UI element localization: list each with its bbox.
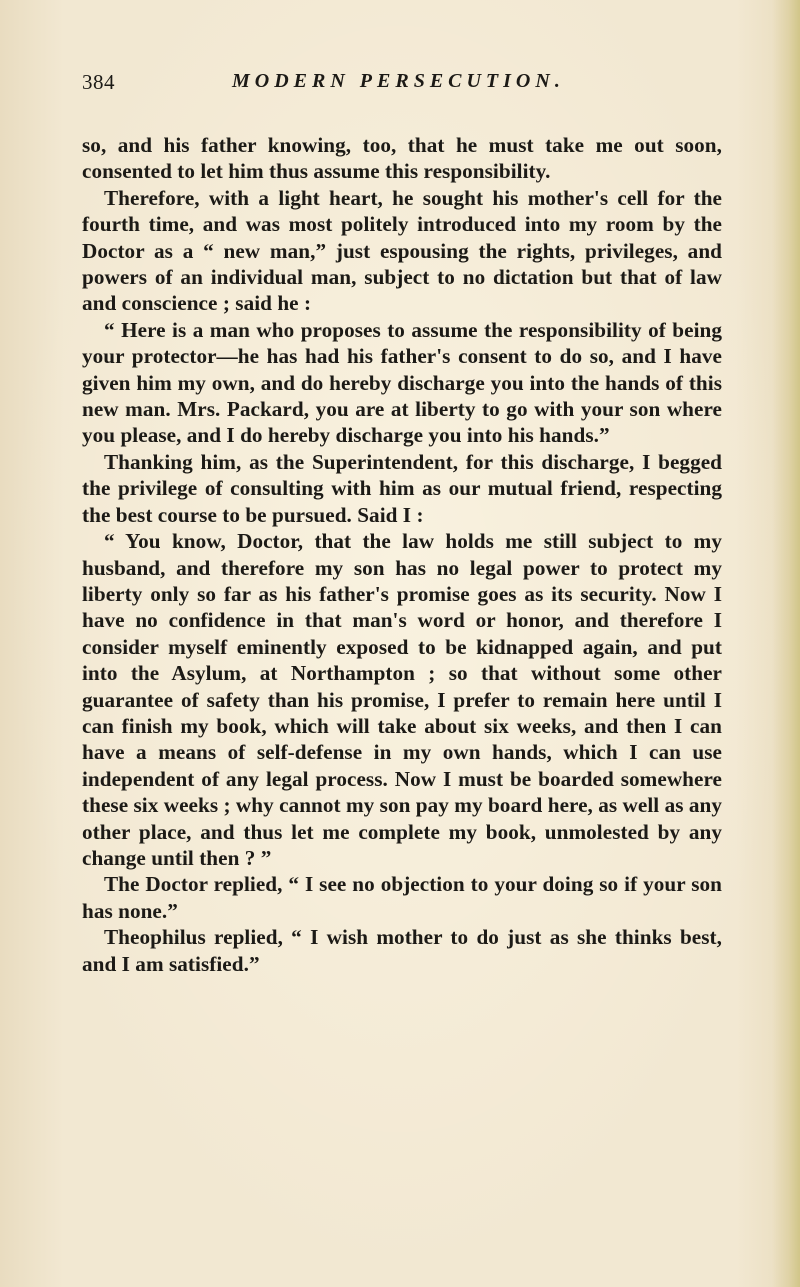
page-edge-stain xyxy=(772,0,800,1287)
book-page xyxy=(82,70,722,977)
page-number: 384 xyxy=(82,70,115,94)
paragraph: Therefore, with a light heart, he sought his mother's cell for the fourth time, and was most politely introduced into my room by the Doctor as a “ new man,” just espousing the rights, privileges, and powers of an individual man, subject to no dictation but that of law and conscience ; said he : xyxy=(82,185,722,316)
paragraph: Thanking him, as the Superintendent, for this discharge, I begged the privilege of consulting with him as our mutual friend, respecting the best course to be pursued. Said I : xyxy=(82,449,722,527)
paragraph: “ You know, Doctor, that the law holds me still subject to my husband, and therefore my son has no legal power to protect my liberty only so far as his father's promise goes as its security. Now I have no confidence in that man's word or honor, and therefore I consider myself eminently exposed to be kidnapped again, and put into the Asylum, at Northampton ; so that without some other guarantee of safety than his promise, I prefer to remain here until I can finish my book, which will take about six weeks, and then I can have a means of self-defense in my own hands, which I can use independent of any legal process. Now I must be boarded somewhere these six weeks ; why cannot my son pay my board here, as well as any other place, and thus let me complete my book, unmolested by any change until then ? ” xyxy=(82,529,722,870)
paragraph: The Doctor replied, “ I see no objection to your doing so if your son has none.” xyxy=(82,872,722,923)
running-title: MODERN PERSECUTION. xyxy=(232,70,565,92)
body-text xyxy=(82,132,722,977)
paragraph: so, and his father knowing, too, that he must take me out soon, consented to let him thus assume this responsibility. xyxy=(82,133,722,184)
paragraph: Theophilus replied, “ I wish mother to do just as she thinks best, and I am satisfied.” xyxy=(82,925,722,976)
running-head xyxy=(82,70,722,106)
paragraph: “ Here is a man who proposes to assume the responsibility of being your protector—he has had his father's consent to do so, and I have given him my own, and do hereby discharge you into the hands of this new man. Mrs. Packard, you are at liberty to go with your son where you please, and I do hereby discharge you into his hands.” xyxy=(82,317,722,448)
